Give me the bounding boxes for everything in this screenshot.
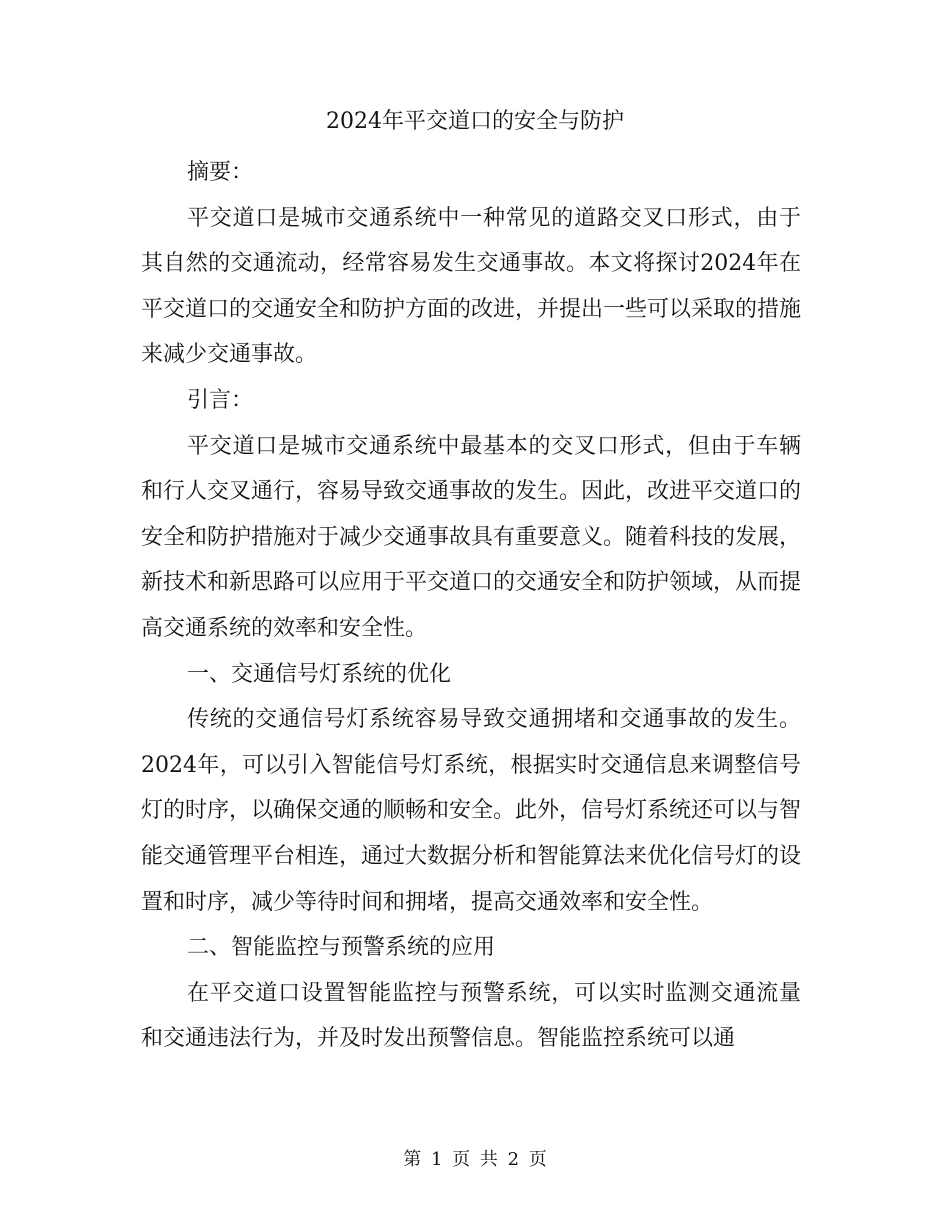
section-2-paragraph: 在平交道口设置智能监控与预警系统，可以实时监测交通流量和交通违法行为，并及时发出预警信息。智能监控系统可以通 [141, 980, 801, 1052]
abstract-paragraph: 平交道口是城市交通系统中一种常见的道路交叉口形式，由于其自然的交通流动，经常容易发生交通事故。本文将探讨2024年在平交道口的交通安全和防护方面的改进，并提出一些可以采取的措施来减少交通事故。 [141, 205, 802, 368]
section-1-heading: 一、交通信号灯系统的优化 [187, 661, 452, 687]
document-title: 2024年平交道口的安全与防护 [326, 109, 624, 134]
document-body [141, 150, 801, 1062]
abstract-heading: 摘要： [187, 160, 254, 185]
intro-paragraph: 平交道口是城市交通系统中最基本的交叉口形式，但由于车辆和行人交叉通行，容易导致交通事故的发生。因此，改进平交道口的安全和防护措施对于减少交通事故具有重要意义。随着科技的发展，新技术和新思路可以应用于平交道口的交通安全和防护领域，从而提高交通系统的效率和安全性。 [141, 433, 802, 641]
page-footer: 第 1 页 共 2 页 [403, 1149, 547, 1170]
intro-heading: 引言： [187, 387, 254, 413]
section-2-heading: 二、智能监控与预警系统的应用 [187, 935, 496, 961]
section-1-paragraph: 传统的交通信号灯系统容易导致交通拥堵和交通事故的发生。2024年，可以引入智能信号灯系统，根据实时交通信息来调整信号灯的时序，以确保交通的顺畅和安全。此外，信号灯系统还可以与智能交通管理平台相连，通过大数据分析和智能算法来优化信号灯的设置和时序，减少等待时间和拥堵，提高交通效率和安全性。 [141, 707, 802, 915]
